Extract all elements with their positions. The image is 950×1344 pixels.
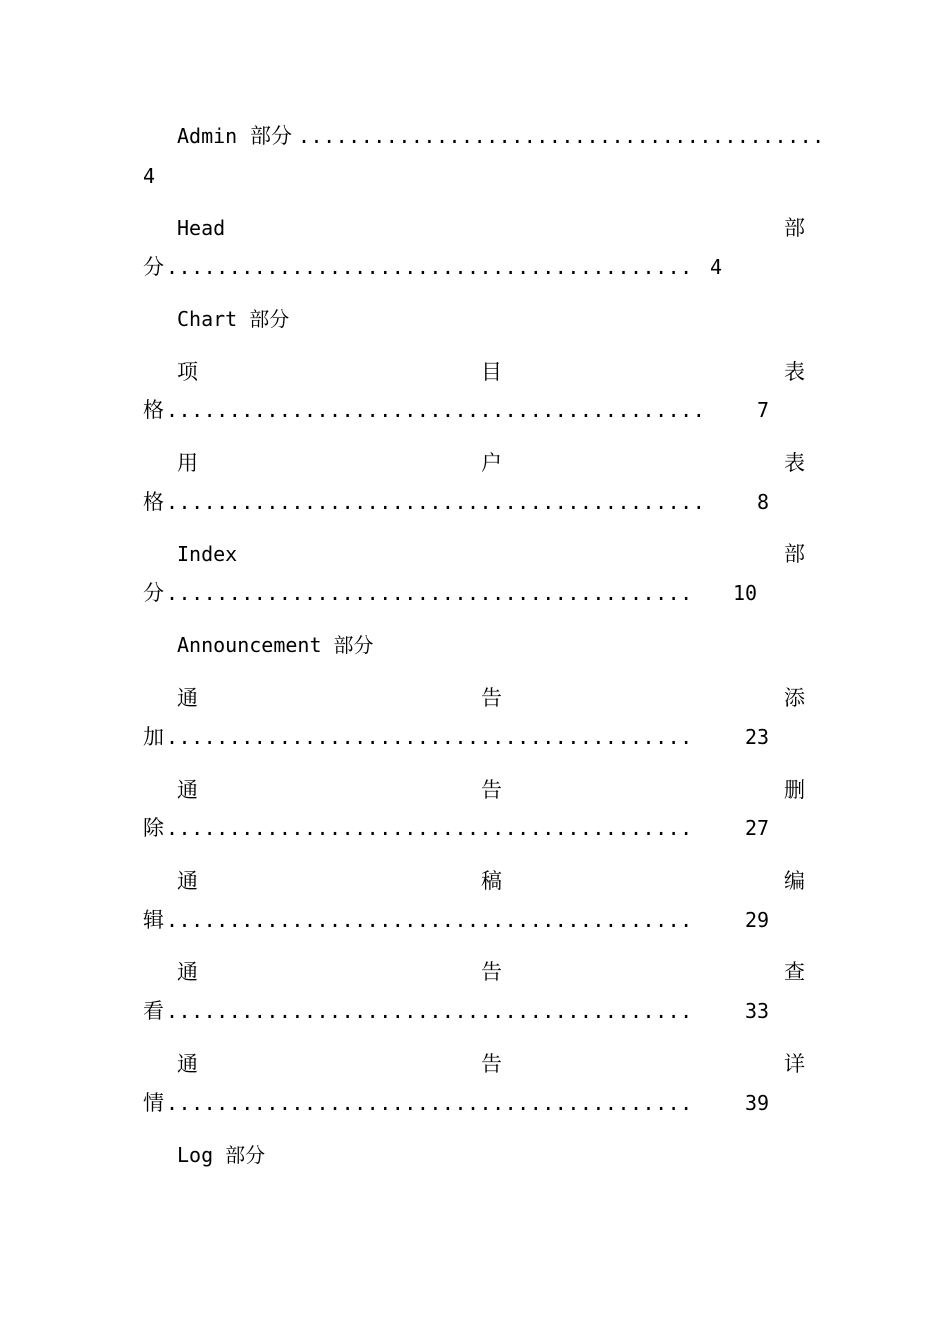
toc-user-table-cont: 格 [143, 490, 164, 514]
toc-draft-edit-c1: 通 [177, 869, 198, 893]
toc-ann-detail-dots: .......................................... [166, 1091, 693, 1115]
toc-ann-add-c3: 添 [784, 686, 805, 710]
toc-ann-add-cont: 加 [143, 725, 164, 749]
toc-project-table-c3: 表 [784, 360, 805, 384]
toc-user-table-c1: 用 [177, 451, 198, 475]
toc-admin-label: Admin [177, 124, 238, 148]
toc-ann-view-c3: 查 [784, 960, 805, 984]
toc-head-page: 4 [710, 255, 723, 279]
toc-draft-edit-dots: .......................................... [166, 908, 693, 932]
toc-ann-detail-c1: 通 [177, 1052, 198, 1076]
toc-draft-edit-page: 29 [745, 908, 770, 932]
toc-announcement-label: Announcement 部分 [177, 633, 374, 657]
toc-ann-detail-c3: 详 [784, 1052, 805, 1076]
toc-ann-add-dots: .......................................... [166, 725, 693, 749]
toc-head-label: Head [177, 216, 226, 240]
toc-head-cont: 分 [143, 255, 164, 279]
toc-user-table-c3: 表 [784, 451, 805, 475]
toc-project-table-dots: ........................................... [166, 398, 706, 422]
toc-ann-detail-page: 39 [745, 1091, 770, 1115]
toc-draft-edit-cont: 辑 [143, 908, 164, 932]
toc-chart-label: Chart 部分 [177, 307, 290, 331]
toc-ann-view-c1: 通 [177, 960, 198, 984]
toc-ann-delete-page: 27 [745, 816, 770, 840]
toc-ann-view-c2: 告 [481, 960, 502, 984]
toc-ann-detail-c2: 告 [481, 1052, 502, 1076]
toc-log-label: Log 部分 [177, 1143, 266, 1167]
toc-ann-delete-cont: 除 [143, 816, 164, 840]
toc-ann-delete-c2: 告 [481, 778, 502, 802]
toc-draft-edit-c2: 稿 [481, 869, 502, 893]
toc-admin-dots: .......................................... [298, 124, 825, 148]
toc-ann-view-dots: .......................................... [166, 999, 693, 1023]
toc-ann-detail-cont: 情 [143, 1091, 164, 1115]
toc-project-table-c2: 目 [481, 360, 502, 384]
toc-user-table-page: 8 [757, 490, 770, 514]
toc-project-table-page: 7 [757, 398, 770, 422]
toc-index-page: 10 [733, 581, 758, 605]
toc-ann-delete-c1: 通 [177, 778, 198, 802]
toc-ann-add-c2: 告 [481, 686, 502, 710]
toc-index-right: 部 [784, 542, 805, 566]
toc-ann-view-page: 33 [745, 999, 770, 1023]
toc-ann-delete-dots: .......................................... [166, 816, 693, 840]
toc-project-table-cont: 格 [143, 398, 164, 422]
toc-admin-page: 4 [143, 164, 156, 188]
toc-user-table-c2: 户 [481, 451, 502, 475]
toc-ann-add-c1: 通 [177, 686, 198, 710]
toc-draft-edit-c3: 编 [784, 869, 805, 893]
toc-project-table-c1: 项 [177, 360, 198, 384]
toc-head-dots: .......................................... [166, 255, 693, 279]
toc-ann-add-page: 23 [745, 725, 770, 749]
toc-ann-view-cont: 看 [143, 999, 164, 1023]
toc-index-dots: .......................................... [166, 581, 693, 605]
toc-head-right: 部 [784, 216, 805, 240]
toc-user-table-dots: ........................................... [166, 490, 706, 514]
toc-index-cont: 分 [143, 581, 164, 605]
toc-ann-delete-c3: 删 [784, 778, 805, 802]
toc-admin-suffix: 部分 [250, 124, 292, 148]
toc-index-label: Index [177, 542, 238, 566]
